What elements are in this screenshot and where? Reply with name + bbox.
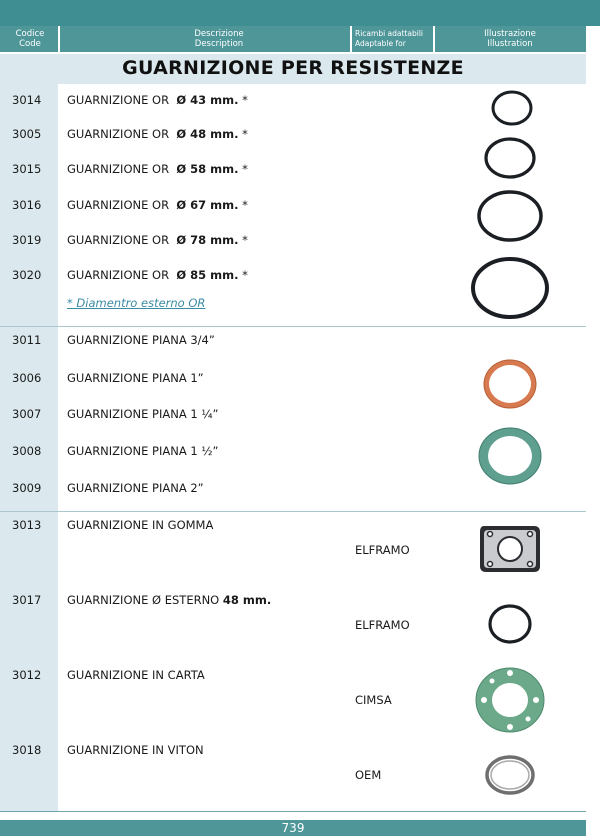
product-description: GUARNIZIONE OR Ø 67 mm. * [67, 198, 248, 212]
supplier-name: OEM [355, 768, 382, 782]
copper-gasket-icon [480, 356, 540, 412]
o-ring-icon [468, 254, 552, 322]
product-code: 3012 [12, 668, 42, 682]
supplier-name: ELFRAMO [355, 618, 410, 632]
table-header [0, 26, 586, 52]
o-ring-icon [490, 88, 534, 128]
page-number: 739 [281, 821, 305, 835]
section-divider [0, 511, 586, 512]
product-code: 3009 [12, 481, 42, 495]
product-description: GUARNIZIONE PIANA 3/4” [67, 333, 215, 347]
footer-bar [0, 820, 586, 836]
header-illustration: Illustrazione Illustration [484, 29, 536, 49]
top-bar [0, 0, 600, 26]
product-description: GUARNIZIONE PIANA 1 ¼” [67, 407, 219, 421]
header-description: Descrizione Description [194, 29, 244, 49]
product-description: GUARNIZIONE PIANA 2” [67, 481, 204, 495]
rubber-plate-gasket-icon [476, 522, 544, 576]
product-code: 3017 [12, 593, 42, 607]
product-code: 3016 [12, 198, 42, 212]
o-ring-icon [486, 602, 534, 646]
or-footnote: * Diamentro esterno OR [67, 296, 206, 310]
product-description: GUARNIZIONE IN CARTA [67, 668, 205, 682]
product-code: 3018 [12, 743, 42, 757]
product-code: 3019 [12, 233, 42, 247]
product-description: GUARNIZIONE IN VITON [67, 743, 204, 757]
product-description: GUARNIZIONE OR Ø 78 mm. * [67, 233, 248, 247]
header-divider [350, 26, 352, 52]
o-ring-icon [482, 135, 538, 181]
product-code: 3011 [12, 333, 42, 347]
product-description: GUARNIZIONE OR Ø 48 mm. * [67, 127, 248, 141]
header-divider [433, 26, 435, 52]
section-title-bar [0, 54, 586, 84]
supplier-name: ELFRAMO [355, 543, 410, 557]
header-code: Codice Code [15, 29, 45, 49]
product-description: GUARNIZIONE OR Ø 58 mm. * [67, 162, 248, 176]
product-code: 3014 [12, 93, 42, 107]
o-ring-icon [475, 188, 545, 244]
product-description: GUARNIZIONE PIANA 1 ½” [67, 444, 219, 458]
product-description: GUARNIZIONE OR Ø 85 mm. * [67, 268, 248, 282]
header-adaptable: Ricambi adattabili Adaptable for [355, 29, 423, 48]
product-code: 3008 [12, 444, 42, 458]
product-description: GUARNIZIONE Ø ESTERNO 48 mm. [67, 593, 272, 607]
product-description: GUARNIZIONE OR Ø 43 mm. * [67, 93, 248, 107]
product-code: 3013 [12, 518, 42, 532]
viton-ring-icon [484, 754, 536, 796]
table-bottom-border [0, 811, 586, 812]
table-row [0, 333, 586, 353]
product-description: GUARNIZIONE PIANA 1” [67, 371, 204, 385]
supplier-name: CIMSA [355, 693, 392, 707]
paper-gasket-icon [472, 664, 548, 736]
product-description: GUARNIZIONE IN GOMMA [67, 518, 214, 532]
product-code: 3020 [12, 268, 42, 282]
product-code: 3007 [12, 407, 42, 421]
product-code: 3005 [12, 127, 42, 141]
fiber-gasket-icon [475, 424, 545, 488]
section-divider [0, 326, 586, 327]
product-code: 3006 [12, 371, 42, 385]
section-title: GUARNIZIONE PER RESISTENZE [122, 57, 464, 79]
product-code: 3015 [12, 162, 42, 176]
